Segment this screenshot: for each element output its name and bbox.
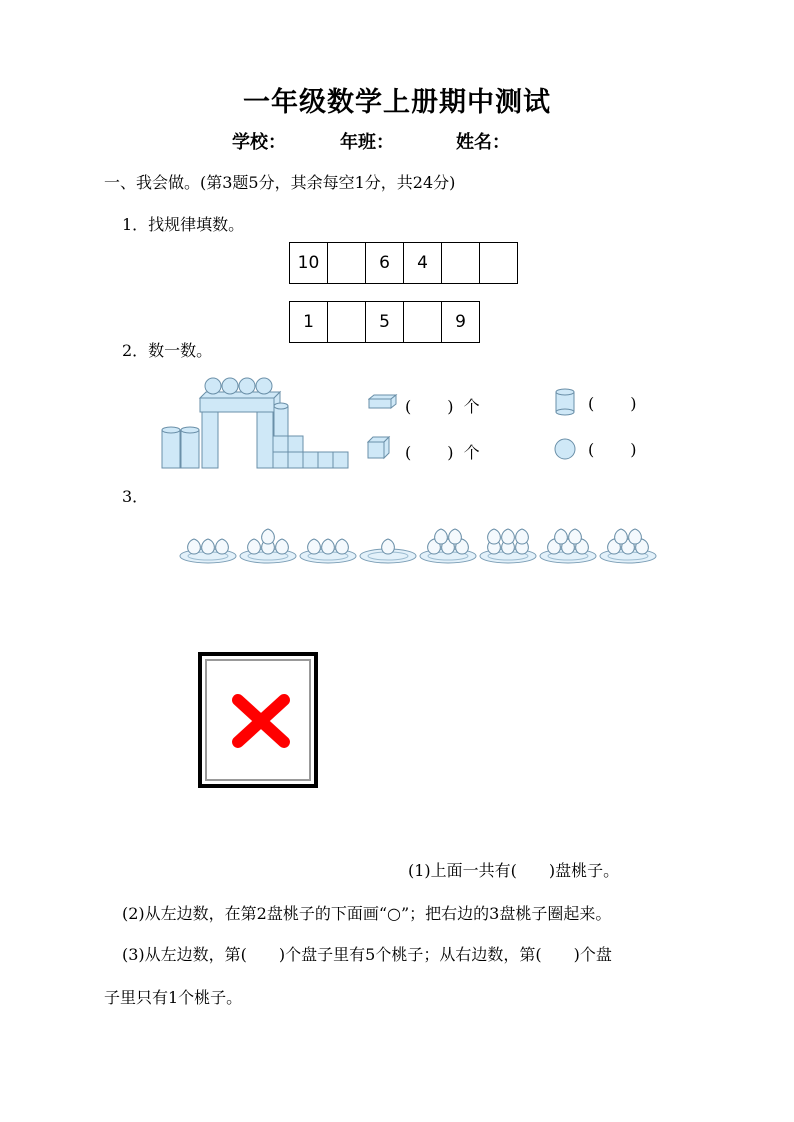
- page-title: 一年级数学上册期中测试: [243, 87, 551, 118]
- peach-plate: [420, 529, 476, 563]
- sequence-blank-cell[interactable]: [480, 243, 518, 284]
- count-sphere-answer[interactable]: ( ): [588, 440, 637, 459]
- sequence-blank-cell[interactable]: [404, 302, 442, 343]
- peach-icon: [262, 529, 275, 544]
- peach-plates-figure: [178, 520, 662, 568]
- solids-building-figure: [160, 374, 352, 472]
- peach-icon: [336, 539, 349, 554]
- q3-sub2: (2)从左边数，在第2盘桃子的下面画“○”；把右边的3盘桃子圈起来。: [122, 904, 612, 923]
- peach-plate: [300, 539, 356, 563]
- peach-icon: [615, 529, 628, 544]
- count-cube-answer[interactable]: ( ) 个: [405, 443, 480, 462]
- peach-icon: [248, 539, 261, 554]
- peach-icon: [322, 539, 335, 554]
- q2-label: 2．数一数。: [122, 341, 213, 360]
- peach-icon: [488, 529, 501, 544]
- sequence-row-2: [289, 301, 480, 343]
- peach-plate: [360, 539, 416, 563]
- sequence-cell: 4: [404, 243, 442, 284]
- peach-icon: [216, 539, 229, 554]
- sequence-cell: 10: [290, 243, 328, 284]
- school-label: 学校：: [232, 132, 286, 153]
- peach-icon: [569, 529, 582, 544]
- peach-plate: [240, 529, 296, 563]
- q3-sub3-line1: (3)从左边数，第( )个盘子里有5个桃子；从右边数，第( )个盘: [122, 945, 612, 964]
- sequence-row-1: [289, 242, 518, 284]
- sequence-cell: 6: [366, 243, 404, 284]
- name-label: 姓名：: [456, 132, 510, 153]
- cube-icon: [367, 436, 391, 460]
- peach-icon: [188, 539, 201, 554]
- peach-icon: [502, 529, 515, 544]
- section-heading: 一、我会做。(第3题5分，其余每空1分，共24分): [104, 173, 456, 192]
- sequence-cell: 5: [366, 302, 404, 343]
- q1-label: 1．找规律填数。: [122, 215, 245, 234]
- peach-plate: [600, 529, 656, 563]
- peach-icon: [308, 539, 321, 554]
- class-label: 年班：: [340, 132, 394, 153]
- count-cylinder-answer[interactable]: ( ): [588, 394, 637, 413]
- sequence-blank-cell[interactable]: [442, 243, 480, 284]
- sequence-cell: 9: [442, 302, 480, 343]
- peach-icon: [516, 529, 529, 544]
- count-cuboid-answer[interactable]: ( ) 个: [405, 397, 480, 416]
- peach-icon: [276, 539, 289, 554]
- sequence-cell: 1: [290, 302, 328, 343]
- q3-label: 3．: [122, 487, 149, 506]
- q3-sub3-line2: 子里只有1个桃子。: [104, 988, 243, 1007]
- peach-icon: [435, 529, 448, 544]
- broken-image-icon: [198, 652, 320, 790]
- q3-sub1: (1)上面一共有( )盘桃子。: [408, 861, 620, 880]
- peach-icon: [629, 529, 642, 544]
- cuboid-icon: [368, 394, 398, 410]
- cylinder-icon: [554, 388, 578, 416]
- peach-plate: [540, 529, 596, 563]
- peach-icon: [202, 539, 215, 554]
- sequence-blank-cell[interactable]: [328, 243, 366, 284]
- peach-plate: [180, 539, 236, 563]
- sphere-icon: [553, 437, 577, 461]
- peach-icon: [555, 529, 568, 544]
- peach-plate: [480, 529, 536, 563]
- sequence-blank-cell[interactable]: [328, 302, 366, 343]
- peach-icon: [382, 539, 395, 554]
- peach-icon: [449, 529, 462, 544]
